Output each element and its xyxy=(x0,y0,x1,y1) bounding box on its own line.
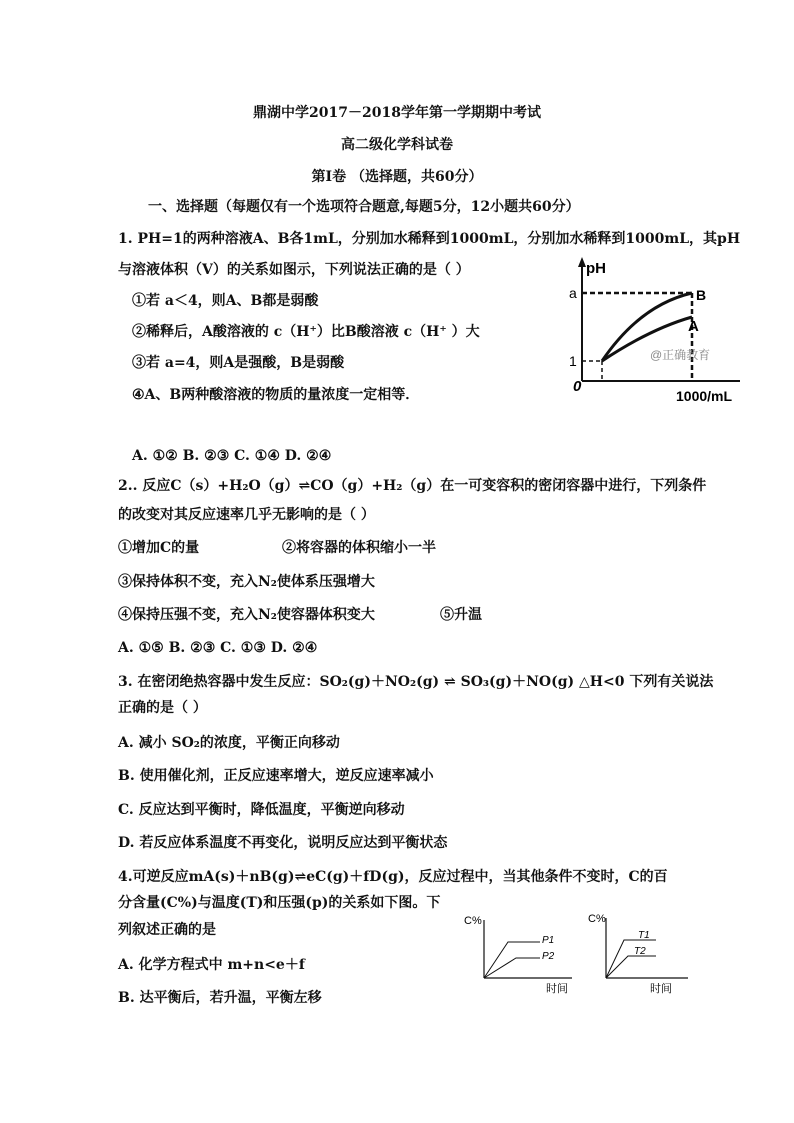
q1-ph-dilution-figure xyxy=(560,255,750,405)
y-axis-label: pH xyxy=(586,260,606,277)
q2-option-4: ④保持压强不变，充入N₂使容器体积变大 xyxy=(118,607,375,623)
q4-pressure-figure xyxy=(460,910,590,995)
q1-stem-line2: 与溶液体积（V）的关系如图示，下列说法正确的是（ ） xyxy=(118,262,470,278)
x-axis-label: 1000/mL xyxy=(676,388,733,404)
q3-option-c: C. 反应达到平衡时，降低温度，平衡逆向移动 xyxy=(118,802,405,818)
origin-label: 0 xyxy=(573,378,582,395)
q2-option-2: ②将容器的体积缩小一半 xyxy=(282,540,436,556)
q4-option-a: A. 化学方程式中 m+n<e＋f xyxy=(118,957,305,973)
tick-label-a: a xyxy=(569,285,577,301)
q2-stem-line1: 2.. 反应C（s）+H₂O（g）⇌CO（g）+H₂（g）在一可变容积的密闭容器中进行，下列条件 xyxy=(118,478,707,494)
volume-title: 第Ⅰ卷 （选择题，共60分） xyxy=(311,169,483,185)
line-t1 xyxy=(606,940,656,978)
y-axis-arrow xyxy=(578,257,586,267)
curve-b-label: B xyxy=(696,287,707,303)
paper-title: 高二级化学科试卷 xyxy=(341,137,453,153)
q1-stem-line1: 1. PH=1的两种溶液A、B各1mL，分别加水稀释到1000mL，分别加水稀释到1000mL，其pH xyxy=(118,231,741,247)
q3-option-a: A. 减小 SO₂的浓度，平衡正向移动 xyxy=(118,735,340,751)
q3-option-b: B. 使用催化剂，正反应速率增大，逆反应速率减小 xyxy=(118,768,434,784)
section-heading: 一、选择题（每题仅有一个选项符合题意,每题5分，12小题共60分） xyxy=(148,199,580,215)
school-title: 鼎湖中学2017－2018学年第一学期期中考试 xyxy=(253,105,541,121)
q1-choices: A. ①② B. ②③ C. ①④ D. ②④ xyxy=(132,448,332,464)
label-t1: T1 xyxy=(638,930,650,941)
q4-stem-line3: 列叙述正确的是 xyxy=(118,922,216,938)
y-axis-label: C% xyxy=(588,913,606,925)
y-axis-label: C% xyxy=(464,915,482,927)
q4-temperature-figure xyxy=(584,910,694,995)
q4-stem-line2: 分含量(C%)与温度(T)和压强(p)的关系如下图。下 xyxy=(118,895,441,911)
line-p2 xyxy=(484,958,540,978)
q3-stem-line2: 正确的是（ ） xyxy=(118,700,207,716)
label-p2: P2 xyxy=(542,951,555,962)
x-axis-label: 时间 xyxy=(546,983,568,995)
q2-option-3: ③保持体积不变，充入N₂使体系压强增大 xyxy=(118,574,375,590)
tick-label-1: 1 xyxy=(569,353,577,369)
q2-stem-line2: 的改变对其反应速率几乎无影响的是（ ） xyxy=(118,507,375,523)
q1-option-1: ①若 a＜4，则A、B都是弱酸 xyxy=(132,293,319,309)
q2-option-1: ①增加C的量 xyxy=(118,540,200,556)
label-p1: P1 xyxy=(542,935,555,946)
watermark: @正确教育 xyxy=(650,348,711,362)
q2-choices: A. ①⑤ B. ②③ C. ①③ D. ②④ xyxy=(118,640,318,656)
q3-stem-line1: 3. 在密闭绝热容器中发生反应：SO₂(g)＋NO₂(g) ⇌ SO₃(g)＋NO(g) △H<0 下列有关说法 xyxy=(118,674,714,690)
line-t2 xyxy=(606,956,656,978)
q4-option-b: B. 达平衡后，若升温，平衡左移 xyxy=(118,990,322,1006)
q4-stem-line1: 4.可逆反应mA(s)＋nB(g)⇌eC(g)＋fD(g)，反应过程中，当其他条件不变时，C的百 xyxy=(118,869,668,885)
q2-option-5: ⑤升温 xyxy=(440,607,482,623)
q1-option-4: ④A、B两种酸溶液的物质的量浓度一定相等． xyxy=(132,387,420,403)
q1-option-3: ③若 a=4，则A是强酸，B是弱酸 xyxy=(132,355,345,371)
label-t2: T2 xyxy=(634,946,646,957)
q3-option-d: D. 若反应体系温度不再变化，说明反应达到平衡状态 xyxy=(118,835,448,851)
x-axis-label: 时间 xyxy=(650,983,672,995)
q1-option-2: ②稀释后，A酸溶液的 c（H⁺）比B酸溶液 c（H⁺ ）大 xyxy=(132,324,480,340)
curve-a-label: A xyxy=(688,318,699,335)
